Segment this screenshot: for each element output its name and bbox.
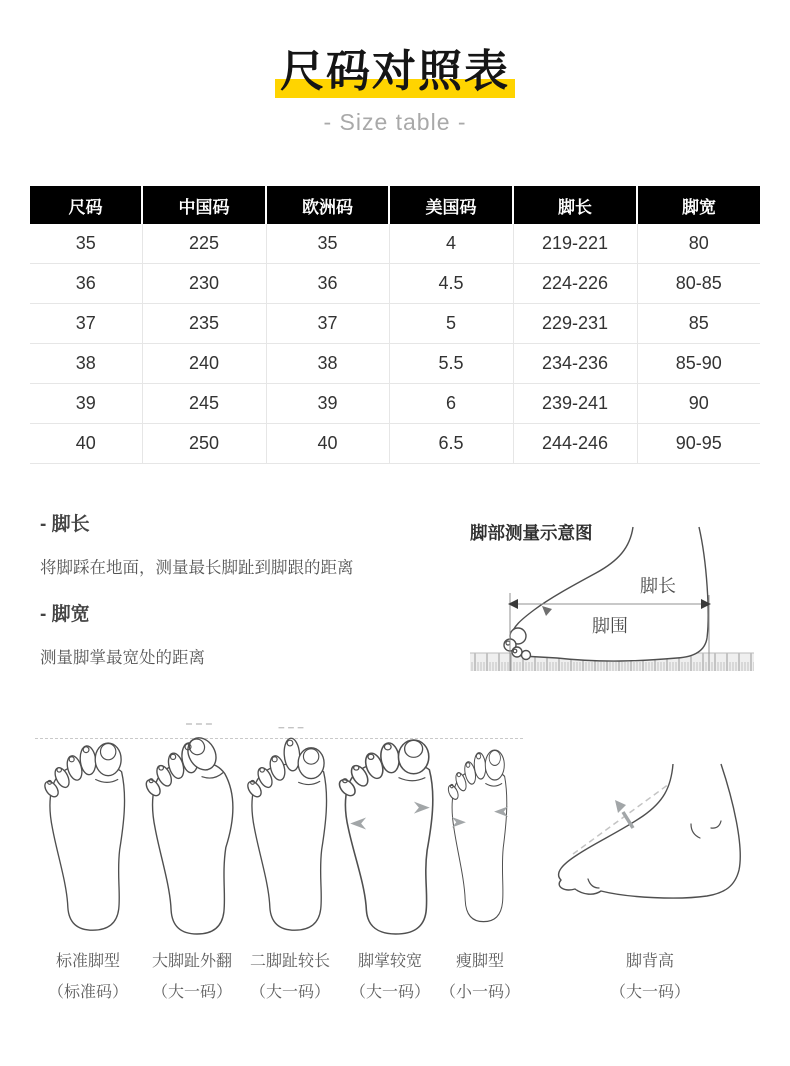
col-header-foot-length: 脚长 <box>513 186 637 224</box>
foot-type-name: 大脚趾外翻 <box>151 953 232 970</box>
diagram-foot-girth-label: 脚围 <box>592 616 628 636</box>
cell: 229-231 <box>513 304 637 344</box>
foot-type-name: 脚背高 <box>625 953 674 970</box>
col-header-europe: 欧洲码 <box>266 186 389 224</box>
cell: 245 <box>142 384 266 424</box>
cell: 35 <box>30 224 142 264</box>
cell: 39 <box>266 384 389 424</box>
foot-width-heading: - 脚宽 <box>40 604 90 625</box>
measuring-guide-section <box>0 500 790 714</box>
foot-measurement-diagram <box>462 500 762 678</box>
cell: 85 <box>637 304 760 344</box>
page-title <box>0 46 790 98</box>
standard-foot-illustration <box>40 720 136 935</box>
foot-types-section <box>0 714 790 1054</box>
cell: 6.5 <box>389 424 513 464</box>
table-row <box>30 264 760 304</box>
foot-type-standard <box>40 714 136 1014</box>
foot-type-size-advice: （大一码） <box>249 984 330 1001</box>
cell: 239-241 <box>513 384 637 424</box>
cell: 240 <box>142 344 266 384</box>
foot-type-size-advice: （大一码） <box>349 984 430 1001</box>
table-row <box>30 384 760 424</box>
cell: 38 <box>30 344 142 384</box>
cell: 230 <box>142 264 266 304</box>
cell: 6 <box>389 384 513 424</box>
cell: 235 <box>142 304 266 344</box>
col-header-us: 美国码 <box>389 186 513 224</box>
bunion-foot-illustration <box>142 720 242 935</box>
cell: 36 <box>30 264 142 304</box>
foot-type-caption <box>40 946 136 1008</box>
cell: 90 <box>637 384 760 424</box>
cell: 80 <box>637 224 760 264</box>
foot-type-name: 二脚趾较长 <box>249 953 330 970</box>
measuring-instructions <box>40 512 450 670</box>
foot-type-caption <box>242 946 338 1008</box>
foot-width-description: 测量脚掌最宽处的距离 <box>40 649 205 667</box>
size-table-header <box>30 186 760 224</box>
col-header-size: 尺码 <box>30 186 142 224</box>
foot-type-caption <box>545 946 755 1008</box>
size-table-header-row <box>30 186 760 224</box>
foot-type-name: 标准脚型 <box>55 953 120 970</box>
cell: 36 <box>266 264 389 304</box>
cell: 219-221 <box>513 224 637 264</box>
foot-type-caption <box>142 946 242 1008</box>
side-foot-outline <box>510 527 708 661</box>
cell: 37 <box>30 304 142 344</box>
col-header-china: 中国码 <box>142 186 266 224</box>
size-table-body <box>30 224 760 464</box>
wide-foot-illustration <box>338 720 442 935</box>
high-instep-foot-illustration <box>545 760 755 910</box>
cell: 90-95 <box>637 424 760 464</box>
cell: 244-246 <box>513 424 637 464</box>
table-row <box>30 344 760 384</box>
cell: 5.5 <box>389 344 513 384</box>
cell: 39 <box>30 384 142 424</box>
page-title-highlight: 尺码对照表 <box>275 47 515 98</box>
foot-type-size-advice: （小一码） <box>439 984 520 1001</box>
foot-type-caption <box>436 946 524 1008</box>
foot-type-narrow <box>436 714 524 1014</box>
foot-type-size-advice: （大一码） <box>151 984 232 1001</box>
cell: 5 <box>389 304 513 344</box>
header <box>0 0 790 136</box>
long-second-toe-foot-illustration <box>242 720 338 935</box>
narrow-foot-illustration <box>436 720 524 935</box>
cell: 4.5 <box>389 264 513 304</box>
foot-type-long-second-toe <box>242 714 338 1014</box>
foot-type-size-advice: （标准码） <box>47 984 128 1001</box>
cell: 85-90 <box>637 344 760 384</box>
page-subtitle: - Size table - <box>323 109 467 135</box>
foot-type-size-advice: （大一码） <box>609 984 690 1001</box>
cell: 224-226 <box>513 264 637 304</box>
col-header-foot-width: 脚宽 <box>637 186 760 224</box>
diagram-title: 脚部测量示意图 <box>470 523 593 543</box>
cell: 80-85 <box>637 264 760 304</box>
cell: 40 <box>266 424 389 464</box>
foot-type-wide <box>338 714 442 1014</box>
cell: 225 <box>142 224 266 264</box>
foot-type-name: 脚掌较宽 <box>357 953 422 970</box>
cell: 37 <box>266 304 389 344</box>
foot-length-description: 将脚踩在地面，测量最长脚趾到脚跟的距离 <box>40 559 354 577</box>
size-table <box>30 186 760 464</box>
foot-type-caption <box>338 946 442 1008</box>
cell: 38 <box>266 344 389 384</box>
foot-length-heading: - 脚长 <box>40 514 90 535</box>
instep-height-arrow <box>615 800 626 813</box>
table-row <box>30 424 760 464</box>
cell: 40 <box>30 424 142 464</box>
foot-type-bunion <box>142 714 242 1014</box>
table-row <box>30 304 760 344</box>
diagram-foot-length-label: 脚长 <box>640 576 676 596</box>
cell: 234-236 <box>513 344 637 384</box>
foot-type-name: 瘦脚型 <box>455 953 504 970</box>
cell: 250 <box>142 424 266 464</box>
table-row <box>30 224 760 264</box>
cell: 4 <box>389 224 513 264</box>
cell: 35 <box>266 224 389 264</box>
foot-type-high-instep <box>545 714 755 1014</box>
